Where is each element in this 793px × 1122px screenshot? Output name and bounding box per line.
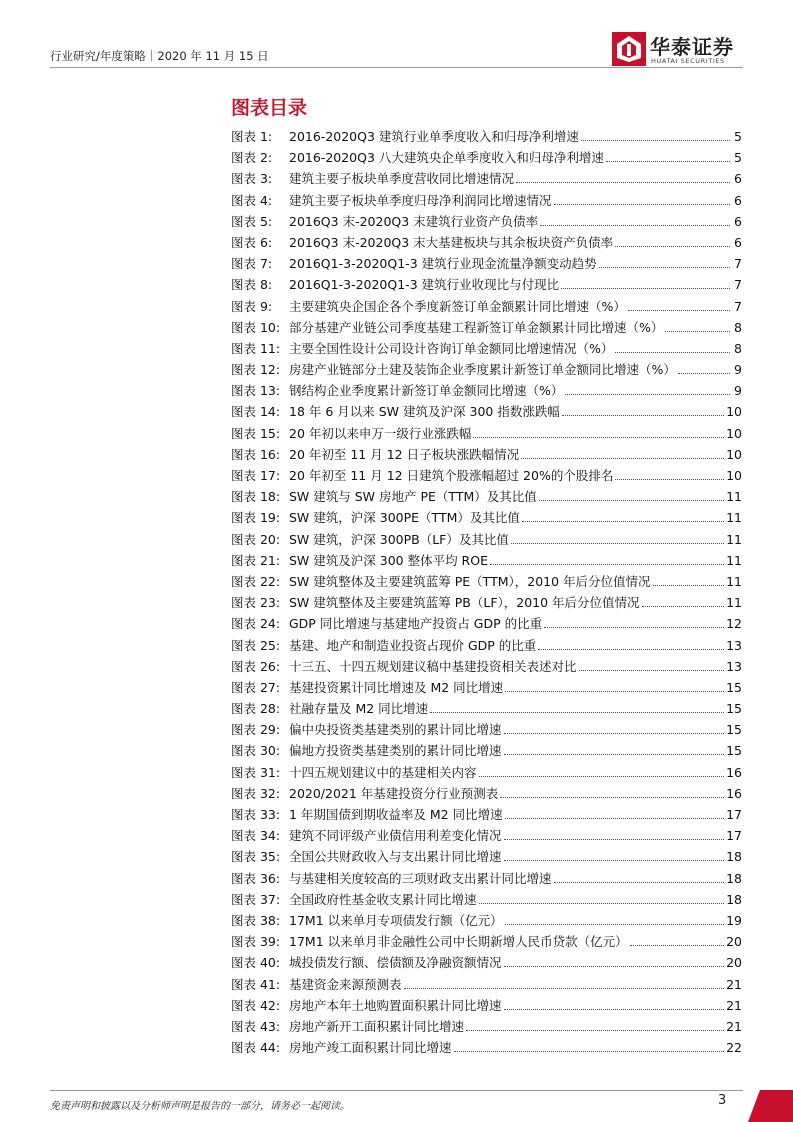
toc-entry-page: 10 [726, 425, 742, 441]
toc-entry-title: 建筑不同评级产业债信用利差变化情况 [289, 828, 502, 844]
toc-entry-number: 图表 18: [231, 489, 281, 505]
toc-entry-title: 房地产新开工面积累计同比增速 [289, 1018, 465, 1034]
toc-entry-page: 7 [734, 298, 742, 314]
toc-dot-leader [678, 373, 730, 374]
toc-entry-page: 5 [734, 129, 742, 144]
toc-entry-page: 15 [726, 743, 742, 759]
toc-dot-leader [630, 945, 724, 946]
toc-entry[interactable] [231, 254, 742, 275]
toc-entry[interactable] [231, 275, 742, 296]
toc-entry-number: 图表 27: [231, 679, 281, 695]
toc-dot-leader [554, 204, 730, 205]
toc-entry-number: 图表 16: [231, 446, 281, 462]
toc-entry[interactable] [231, 826, 742, 847]
toc-entry[interactable] [231, 975, 742, 996]
toc-entry-page: 7 [734, 256, 742, 272]
toc-dot-leader [511, 543, 724, 544]
toc-entry[interactable] [231, 699, 742, 720]
toc-entry[interactable] [231, 932, 742, 953]
toc-entry-page: 6 [734, 213, 742, 229]
toc-entry[interactable] [231, 402, 742, 423]
toc-dot-leader [466, 1030, 724, 1031]
brand-name-en: HUATAI SECURITIES [651, 57, 725, 65]
toc-entry-number: 图表 2: [231, 150, 273, 166]
toc-entry-number: 图表 43: [231, 1018, 281, 1034]
toc-dot-leader [500, 797, 724, 798]
toc-entry-number: 图表 39: [231, 934, 281, 950]
toc-dot-leader [504, 754, 725, 755]
toc-entry-page: 15 [726, 722, 742, 738]
toc-dot-leader [490, 564, 724, 565]
toc-entry[interactable] [231, 318, 742, 339]
toc-entry-page: 13 [726, 658, 742, 674]
toc-entry-title: 社融存量及 M2 同比增速 [289, 701, 429, 717]
toc-entry-number: 图表 38: [231, 912, 281, 928]
toc-entry[interactable] [231, 127, 742, 148]
toc-entry-title: 全国公共财政收入与支出累计同比增速 [289, 849, 502, 865]
toc-entry-number: 图表 34: [231, 828, 281, 844]
toc-entry[interactable] [231, 572, 742, 593]
toc-entry[interactable] [231, 763, 742, 784]
toc-entry-number: 图表 44: [231, 1040, 281, 1056]
toc-entry-number: 图表 31: [231, 764, 281, 780]
toc-dot-leader [504, 733, 725, 734]
toc-entry-page: 20 [726, 955, 742, 971]
toc-entry-number: 图表 26: [231, 658, 281, 674]
toc-entry-page: 8 [734, 319, 742, 335]
toc-entry-title: 基建资金来源预测表 [289, 976, 402, 992]
toc-entry-page: 15 [726, 679, 742, 695]
toc-entry-page: 10 [726, 468, 742, 483]
corner-decoration-icon [748, 1090, 793, 1122]
toc-entry[interactable] [231, 996, 742, 1017]
toc-dot-leader [521, 458, 724, 459]
toc-entry-number: 图表 6: [231, 234, 273, 250]
toc-entry-page: 10 [726, 446, 742, 462]
toc-entry[interactable] [231, 551, 742, 572]
toc-dot-leader [628, 310, 730, 311]
toc-entry-title: 20 年初至 11 月 12 日建筑个股涨幅超过 20%的个股排名 [289, 468, 614, 483]
toc-dot-leader [653, 585, 725, 586]
header-divider [50, 67, 743, 68]
toc-entry-title: 20 年初以来申万一级行业涨跌幅 [289, 425, 472, 441]
toc-entry-page: 11 [726, 552, 742, 568]
toc-entry-title: 2020/2021 年基建投资分行业预测表 [289, 785, 499, 801]
toc-dot-leader [579, 670, 725, 671]
toc-entry-page: 11 [726, 595, 742, 611]
toc-entry[interactable] [231, 487, 742, 508]
toc-entry-page: 10 [726, 404, 742, 420]
toc-entry[interactable] [231, 424, 742, 445]
toc-entry-number: 图表 25: [231, 637, 281, 653]
toc-entry[interactable] [231, 508, 742, 529]
toc-entry-title: 与基建相关度较高的三项财政支出累计同比增速 [289, 870, 552, 886]
toc-entry[interactable] [231, 1038, 742, 1059]
toc-entry[interactable] [231, 530, 742, 551]
toc-entry-number: 图表 17: [231, 468, 281, 483]
toc-entry-page: 19 [726, 912, 742, 928]
toc-entry-title: 2016Q1-3-2020Q1-3 建筑行业收现比与付现比 [289, 277, 560, 293]
toc-entry-number: 图表 36: [231, 870, 281, 886]
toc-dot-leader [539, 500, 724, 501]
toc-entry-title: 建筑主要子板块单季度营收同比增速情况 [289, 171, 515, 187]
toc-entry-title: 主要全国性设计公司设计咨询订单金额同比增速情况（%） [289, 340, 614, 356]
toc-entry-number: 图表 9: [231, 298, 273, 314]
toc-entry-number: 图表 41: [231, 976, 281, 992]
toc-entry-page: 6 [734, 234, 742, 250]
toc-entry-page: 11 [726, 510, 742, 526]
toc-dot-leader [561, 288, 730, 289]
brand-name-cn: 华泰证券 [650, 35, 734, 59]
toc-dot-leader [504, 966, 725, 967]
toc-entry-number: 图表 40: [231, 955, 281, 971]
toc-entry-page: 18 [726, 891, 742, 907]
toc-entry-title: SW 建筑及沪深 300 整体平均 ROE [289, 552, 488, 568]
toc-entry[interactable] [231, 381, 742, 402]
toc-dot-leader [430, 712, 724, 713]
toc-heading: 图表目录 [231, 97, 308, 119]
toc-entry-number: 图表 12: [231, 362, 281, 378]
toc-entry-title: 20 年初至 11 月 12 日子板块涨跌幅情况 [289, 446, 520, 462]
toc-entry-page: 8 [734, 340, 742, 356]
toc-entry-page: 12 [726, 616, 742, 632]
toc-entry-title: 2016Q3 末-2020Q3 末建筑行业资产负债率 [289, 213, 539, 229]
footer-divider [50, 1090, 743, 1091]
toc-dot-leader [544, 627, 724, 628]
disclaimer-note: 免责声明和披露以及分析师声明是报告的一部分，请务必一起阅读。 [50, 1101, 350, 1112]
toc-dot-leader [516, 182, 730, 183]
toc-dot-leader [599, 267, 730, 268]
toc-entry[interactable] [231, 953, 742, 974]
toc-entry-number: 图表 11: [231, 340, 281, 356]
toc-entry[interactable] [231, 614, 742, 635]
toc-entry-page: 16 [726, 785, 742, 801]
toc-entry-number: 图表 8: [231, 277, 273, 293]
toc-entry-number: 图表 42: [231, 997, 281, 1013]
toc-entry-title: 房建产业链部分土建及装饰企业季度累计新签订单金额同比增速（%） [289, 362, 676, 378]
toc-entry-title: 房地产本年土地购置面积累计同比增速 [289, 997, 502, 1013]
toc-entry-title: 全国政府性基金收支累计同比增速 [289, 891, 477, 907]
toc-entry-number: 图表 22: [231, 573, 281, 589]
toc-entry[interactable] [231, 720, 742, 741]
toc-entry-title: SW 建筑整体及主要建筑蓝筹 PE（TTM），2010 年后分位值情况 [289, 573, 651, 589]
header-breadcrumb: 行业研究/年度策略｜2020 年 11 月 15 日 [50, 49, 269, 63]
toc-entry-page: 22 [726, 1040, 742, 1056]
toc-entry[interactable] [231, 890, 742, 911]
page-number: 3 [718, 1093, 727, 1108]
toc-entry-title: 建筑主要子板块单季度归母净利润同比增速情况 [289, 192, 552, 208]
toc-entry[interactable] [231, 869, 742, 890]
toc-entry-title: 房地产竣工面积累计同比增速 [289, 1040, 452, 1056]
toc-entry[interactable] [231, 741, 742, 762]
toc-dot-leader [540, 225, 730, 226]
toc-entry[interactable] [231, 191, 742, 212]
toc-entry-title: 2016Q3 末-2020Q3 末大基建板块与其余板块资产负债率 [289, 234, 614, 250]
toc-dot-leader [538, 649, 724, 650]
toc-entry-number: 图表 32: [231, 785, 281, 801]
toc-entry-page: 15 [726, 701, 742, 717]
toc-entry-number: 图表 30: [231, 743, 281, 759]
toc-entry-page: 6 [734, 192, 742, 208]
toc-entry-number: 图表 14: [231, 404, 281, 420]
toc-entry[interactable] [231, 297, 742, 318]
toc-dot-leader [505, 691, 724, 692]
toc-entry-page: 18 [726, 849, 742, 865]
toc-entry[interactable] [231, 148, 742, 169]
toc-dot-leader [565, 394, 730, 395]
toc-entry-number: 图表 4: [231, 192, 273, 208]
toc-entry[interactable] [231, 805, 742, 826]
toc-dot-leader [665, 331, 730, 332]
toc-entry-title: 2016Q1-3-2020Q1-3 建筑行业现金流量净额变动趋势 [289, 256, 597, 272]
toc-entry-title: 钢结构企业季度累计新签订单金额同比增速（%） [289, 383, 564, 399]
toc-entry[interactable] [231, 784, 742, 805]
toc-entry-title: 17M1 以来单月专项债发行额（亿元） [289, 912, 503, 928]
toc-entry-title: 2016-2020Q3 八大建筑央企单季度收入和归母净利增速 [289, 150, 604, 166]
toc-entry-page: 20 [726, 934, 742, 950]
toc-entry-number: 图表 3: [231, 171, 273, 187]
toc-entry-page: 9 [734, 362, 742, 378]
toc-dot-leader [404, 988, 725, 989]
toc-entry-title: 2016-2020Q3 建筑行业单季度收入和归母净利增速 [289, 129, 579, 144]
toc-entry-title: 1 年期国债到期收益率及 M2 同比增速 [289, 807, 503, 822]
toc-dot-leader [505, 924, 724, 925]
toc-entry-title: 十三五、十四五规划建议稿中基建投资相关表述对比 [289, 658, 577, 674]
toc-entry[interactable] [231, 339, 742, 360]
toc-entry-title: GDP 同比增速与基建地产投资占 GDP 的比重 [289, 616, 543, 632]
toc-entry-title: 城投债发行额、偿债额及净融资额情况 [289, 955, 502, 971]
toc-dot-leader [522, 521, 724, 522]
toc-entry[interactable] [231, 212, 742, 233]
toc-entry[interactable] [231, 1017, 742, 1038]
toc-entry-number: 图表 19: [231, 510, 281, 526]
toc-entry-number: 图表 24: [231, 616, 281, 632]
toc-entry[interactable] [231, 466, 742, 487]
toc-entry-number: 图表 13: [231, 383, 281, 399]
toc-entry[interactable] [231, 360, 742, 381]
toc-entry-page: 13 [726, 637, 742, 653]
toc-entry-title: 十四五规划建议中的基建相关内容 [289, 764, 477, 780]
toc-entry-title: SW 建筑，沪深 300PB（LF）及其比值 [289, 531, 509, 547]
toc-entry-title: SW 建筑与 SW 房地产 PE（TTM）及其比值 [289, 489, 537, 505]
toc-entry-title: 偏中央投资类基建类别的累计同比增速 [289, 722, 502, 738]
toc-dot-leader [615, 479, 724, 480]
toc-entry-title: 基建投资累计同比增速及 M2 同比增速 [289, 679, 504, 695]
toc-entry-page: 21 [726, 997, 742, 1013]
toc-entry-page: 16 [726, 764, 742, 780]
toc-entry[interactable] [231, 657, 742, 678]
toc-list [231, 127, 742, 1059]
toc-dot-leader [505, 818, 724, 819]
toc-entry-page: 11 [726, 489, 742, 505]
toc-dot-leader [504, 1009, 725, 1010]
toc-entry[interactable] [231, 636, 742, 657]
toc-entry-page: 21 [726, 976, 742, 992]
toc-entry-title: 18 年 6 月以来 SW 建筑及沪深 300 指数涨跌幅 [289, 404, 560, 420]
toc-entry[interactable] [231, 445, 742, 466]
toc-dot-leader [454, 1051, 725, 1052]
toc-dot-leader [504, 839, 725, 840]
toc-entry-page: 17 [726, 807, 742, 822]
toc-entry-number: 图表 23: [231, 595, 281, 611]
toc-entry-title: SW 建筑，沪深 300PE（TTM）及其比值 [289, 510, 520, 526]
toc-entry-number: 图表 37: [231, 891, 281, 907]
toc-dot-leader [562, 415, 724, 416]
toc-dot-leader [615, 246, 730, 247]
toc-dot-leader [581, 140, 730, 141]
toc-dot-leader [606, 161, 730, 162]
toc-entry-number: 图表 29: [231, 722, 281, 738]
toc-dot-leader [554, 882, 725, 883]
toc-entry-title: 17M1 以来单月非金融性公司中长期新增人民币贷款（亿元） [289, 934, 628, 950]
toc-entry-title: 主要建筑央企国企各个季度新签订单金额累计同比增速（%） [289, 298, 626, 314]
toc-entry-page: 11 [726, 531, 742, 547]
toc-entry[interactable] [231, 847, 742, 868]
toc-entry-title: 基建、地产和制造业投资占现价 GDP 的比重 [289, 637, 537, 653]
toc-entry-number: 图表 28: [231, 701, 281, 717]
toc-entry[interactable] [231, 233, 742, 254]
toc-entry-page: 7 [734, 277, 742, 293]
toc-dot-leader [615, 352, 730, 353]
toc-entry-number: 图表 20: [231, 531, 281, 547]
toc-entry-number: 图表 35: [231, 849, 281, 865]
toc-dot-leader [504, 860, 725, 861]
toc-dot-leader [479, 776, 725, 777]
toc-dot-leader [479, 903, 725, 904]
toc-entry-number: 图表 7: [231, 256, 273, 272]
toc-entry-page: 6 [734, 171, 742, 187]
toc-dot-leader [642, 606, 725, 607]
toc-entry-number: 图表 15: [231, 425, 281, 441]
toc-entry-title: 偏地方投资类基建类别的累计同比增速 [289, 743, 502, 759]
toc-entry-page: 11 [726, 573, 742, 589]
toc-entry[interactable] [231, 593, 742, 614]
toc-entry-title: 部分基建产业链公司季度基建工程新签订单金额累计同比增速（%） [289, 319, 664, 335]
toc-entry[interactable] [231, 911, 742, 932]
toc-entry-number: 图表 5: [231, 213, 273, 229]
toc-entry-page: 21 [726, 1018, 742, 1034]
toc-entry[interactable] [231, 678, 742, 699]
toc-entry-page: 17 [726, 828, 742, 844]
toc-entry[interactable] [231, 169, 742, 190]
toc-entry-page: 5 [734, 150, 742, 166]
toc-entry-page: 9 [734, 383, 742, 399]
toc-entry-title: SW 建筑整体及主要建筑蓝筹 PB（LF），2010 年后分位值情况 [289, 595, 640, 611]
toc-entry-number: 图表 21: [231, 552, 281, 568]
toc-entry-number: 图表 1: [231, 129, 273, 144]
huatai-logo-icon [612, 32, 646, 66]
brand-logo [612, 30, 752, 70]
toc-entry-number: 图表 10: [231, 319, 281, 335]
toc-dot-leader [473, 437, 724, 438]
toc-entry-number: 图表 33: [231, 807, 281, 822]
toc-entry-page: 18 [726, 870, 742, 886]
